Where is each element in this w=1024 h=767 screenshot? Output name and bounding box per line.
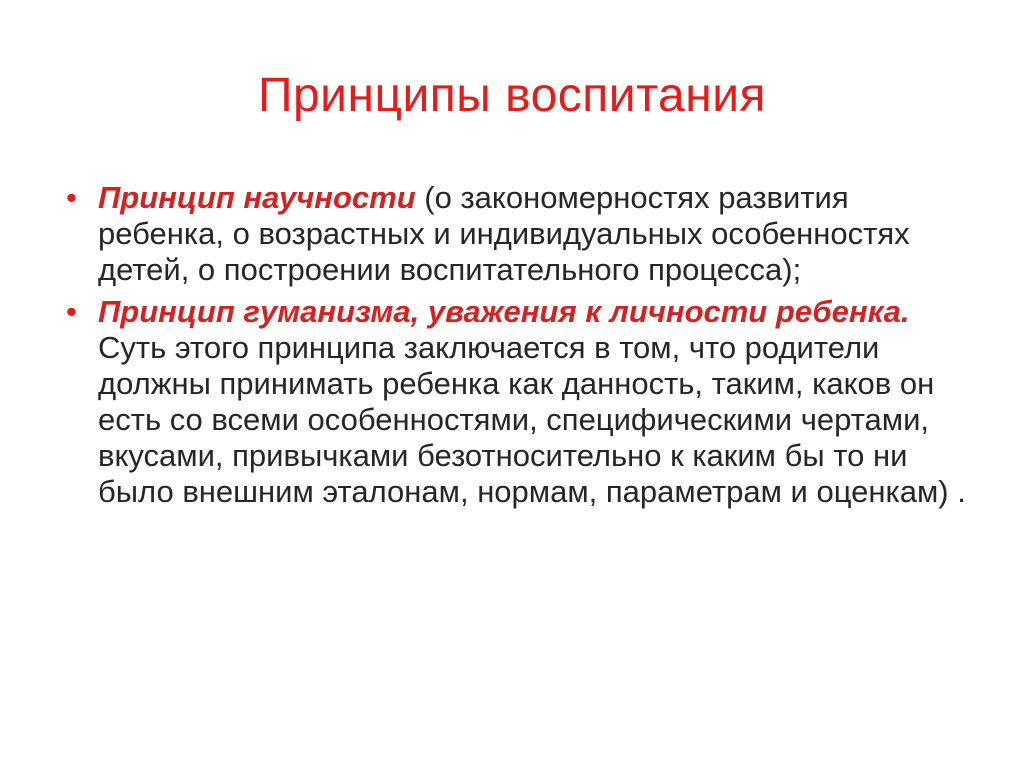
slide-title: Принципы воспитания	[257, 69, 767, 122]
bullet-list	[66, 180, 971, 516]
bullet-icon: •	[66, 294, 77, 329]
bullet-term: Принцип научности	[98, 180, 425, 215]
bullet-item-humanism-principle	[66, 294, 971, 510]
bullet-icon: •	[66, 180, 77, 215]
bullet-text: Суть этого принципа заключается в том, что родители должны принимать ребенка как данность, таким, каков он есть со всеми особенностями, специфическими чертами, вкусами, привычками безотносительно к каким бы то ни было внешним эталонам, нормам, параметрам и оценкам) .	[98, 330, 966, 509]
bullet-text: (о закономерностях развития ребенка, о возрастных и индивидуальных особенностях детей, о построении воспитательного процесса);	[98, 180, 910, 287]
bullet-term: Принцип гуманизма, уважения к личности ребенка.	[98, 294, 910, 329]
bullet-item-science-principle	[66, 180, 971, 288]
